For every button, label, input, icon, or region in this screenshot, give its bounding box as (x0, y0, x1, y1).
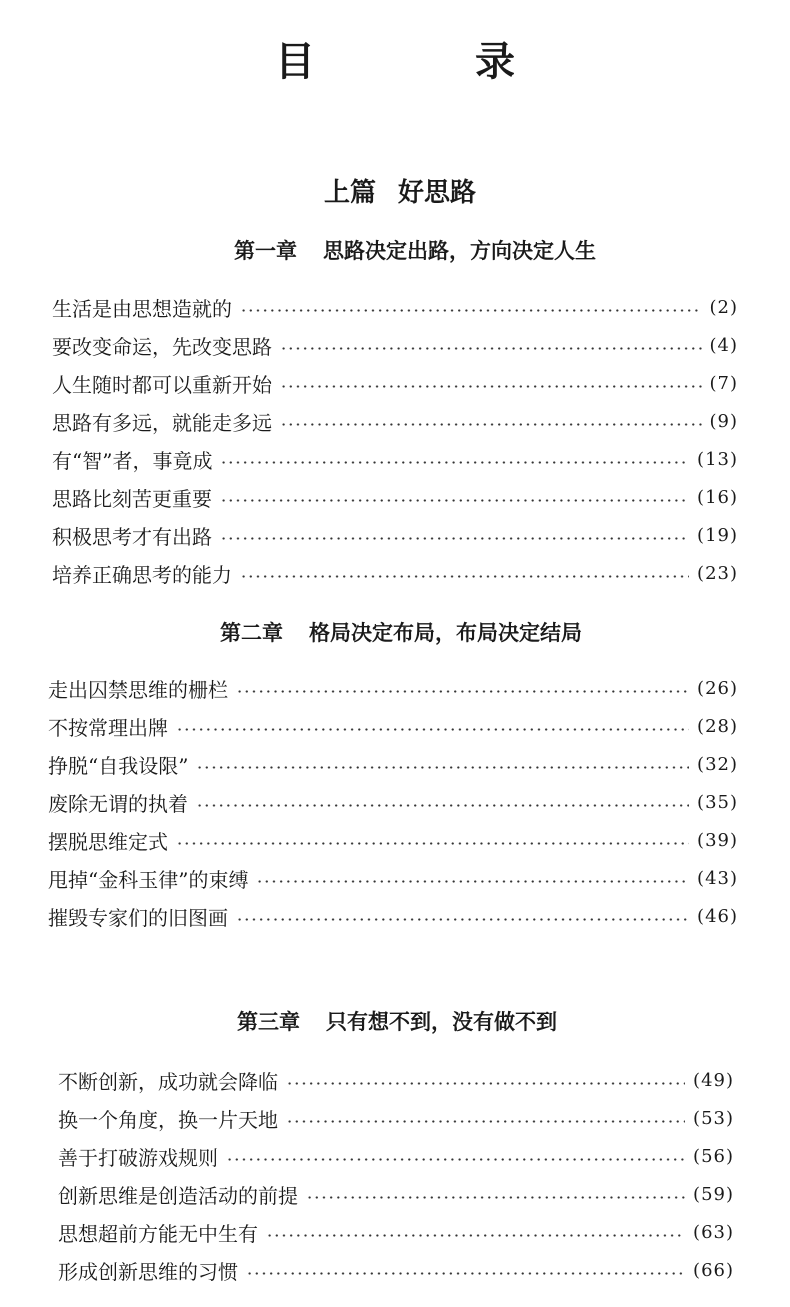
toc-entry-page: (4) (709, 334, 738, 356)
toc-entry-page: (66) (693, 1259, 734, 1281)
toc-entry-title: 生活是由思想造就的 (52, 296, 232, 321)
toc-entry[interactable] (58, 1213, 734, 1251)
toc-entry-page: (16) (697, 486, 738, 508)
toc-entry[interactable] (58, 1061, 734, 1099)
dot-leader (280, 385, 702, 388)
toc-entry-page: (32) (697, 753, 738, 775)
dot-leader (266, 1234, 685, 1237)
toc-entry-title: 甩掉“金科玉律”的束缚 (48, 867, 249, 892)
toc-entry-title: 思想超前方能无中生有 (58, 1221, 258, 1246)
chapter-name: 只有想不到，没有做不到 (326, 1010, 557, 1034)
toc-entry-page: (2) (709, 296, 738, 318)
dot-leader (240, 575, 689, 578)
toc-entry-title: 积极思考才有出路 (52, 524, 212, 549)
toc-entry[interactable] (52, 440, 738, 478)
toc-entry[interactable] (52, 402, 738, 440)
dot-leader (280, 347, 702, 350)
dot-leader (236, 918, 689, 921)
toc-entry-page: (59) (693, 1183, 734, 1205)
chapter-title-3 (2, 1006, 790, 1036)
toc-entry-page: (23) (697, 562, 738, 584)
toc-entry-title: 废除无谓的执着 (48, 791, 188, 816)
toc-entry-page: (63) (693, 1221, 734, 1243)
toc-entry-title: 要改变命运，先改变思路 (52, 334, 272, 359)
chapter-title-1 (20, 235, 790, 265)
dot-leader (196, 804, 689, 807)
toc-entry[interactable] (52, 364, 738, 402)
toc-entry[interactable] (52, 326, 738, 364)
chapter-name: 格局决定布局，布局决定结局 (309, 621, 582, 645)
dot-leader (286, 1120, 685, 1123)
dot-leader (236, 690, 689, 693)
toc-entry-title: 创新思维是创造活动的前提 (58, 1183, 298, 1208)
dot-leader (220, 537, 689, 540)
toc-entry-title: 摆脱思维定式 (48, 829, 168, 854)
toc-entry-page: (9) (709, 410, 738, 432)
toc-entry[interactable] (58, 1175, 734, 1213)
dot-leader (196, 766, 689, 769)
toc-entry-title: 培养正确思考的能力 (52, 562, 232, 587)
toc-entry-page: (56) (693, 1145, 734, 1167)
dot-leader (220, 499, 689, 502)
toc-entry-title: 挣脱“自我设限” (48, 753, 189, 778)
toc-entry-title: 换一个角度，换一片天地 (58, 1107, 278, 1132)
chapter-title-2 (6, 617, 790, 647)
toc-entry-title: 走出囚禁思维的栅栏 (48, 677, 228, 702)
toc-entry-title: 人生随时都可以重新开始 (52, 372, 272, 397)
toc-entry[interactable] (58, 1251, 734, 1289)
toc-entry-title: 思路有多远，就能走多远 (52, 410, 272, 435)
toc-entry-title: 有“智”者，事竟成 (52, 448, 213, 473)
toc-entry-page: (19) (697, 524, 738, 546)
toc-entry-page: (13) (697, 448, 738, 470)
dot-leader (306, 1196, 685, 1199)
dot-leader (280, 423, 702, 426)
dot-leader (246, 1272, 685, 1275)
toc-entry[interactable] (58, 1137, 734, 1175)
toc-entry-title: 不断创新，成功就会降临 (58, 1069, 278, 1094)
toc-entry[interactable] (58, 1099, 734, 1137)
toc-list-chapter-1 (52, 288, 738, 592)
toc-entry[interactable] (52, 478, 738, 516)
part-title (0, 172, 790, 209)
toc-entry[interactable] (52, 554, 738, 592)
toc-entry-page: (43) (697, 867, 738, 889)
dot-leader (256, 880, 689, 883)
toc-list-chapter-3 (58, 1061, 734, 1289)
toc-entry-title: 思路比刻苦更重要 (52, 486, 212, 511)
toc-entry[interactable] (48, 859, 738, 897)
toc-entry[interactable] (52, 288, 738, 326)
dot-leader (176, 842, 689, 845)
toc-entry[interactable] (48, 707, 738, 745)
toc-entry-page: (35) (697, 791, 738, 813)
toc-entry[interactable] (48, 897, 738, 935)
page-title: 目 录 (275, 38, 575, 85)
toc-entry-title: 不按常理出牌 (48, 715, 168, 740)
part-label: 上篇 (323, 178, 376, 208)
part-name: 好思路 (398, 178, 477, 208)
chapter-label: 第二章 (220, 621, 283, 645)
toc-entry[interactable] (52, 516, 738, 554)
dot-leader (286, 1082, 685, 1085)
chapter-label: 第一章 (234, 239, 297, 263)
toc-entry[interactable] (48, 669, 738, 707)
toc-entry-page: (28) (697, 715, 738, 737)
toc-entry-page: (26) (697, 677, 738, 699)
chapter-label: 第三章 (237, 1010, 300, 1034)
toc-entry-page: (7) (709, 372, 738, 394)
toc-entry-page: (53) (693, 1107, 734, 1129)
chapter-name: 思路决定出路，方向决定人生 (323, 239, 596, 263)
toc-entry-page: (39) (697, 829, 738, 851)
toc-entry[interactable] (48, 745, 738, 783)
dot-leader (220, 461, 689, 464)
toc-entry[interactable] (48, 821, 738, 859)
toc-entry[interactable] (48, 783, 738, 821)
toc-entry-title: 善于打破游戏规则 (58, 1145, 218, 1170)
toc-entry-page: (46) (697, 905, 738, 927)
toc-entry-title: 形成创新思维的习惯 (58, 1259, 238, 1284)
dot-leader (226, 1158, 685, 1161)
dot-leader (176, 728, 689, 731)
toc-entry-title: 摧毁专家们的旧图画 (48, 905, 228, 930)
toc-entry-page: (49) (693, 1069, 734, 1091)
toc-list-chapter-2 (48, 669, 738, 935)
dot-leader (240, 309, 702, 312)
